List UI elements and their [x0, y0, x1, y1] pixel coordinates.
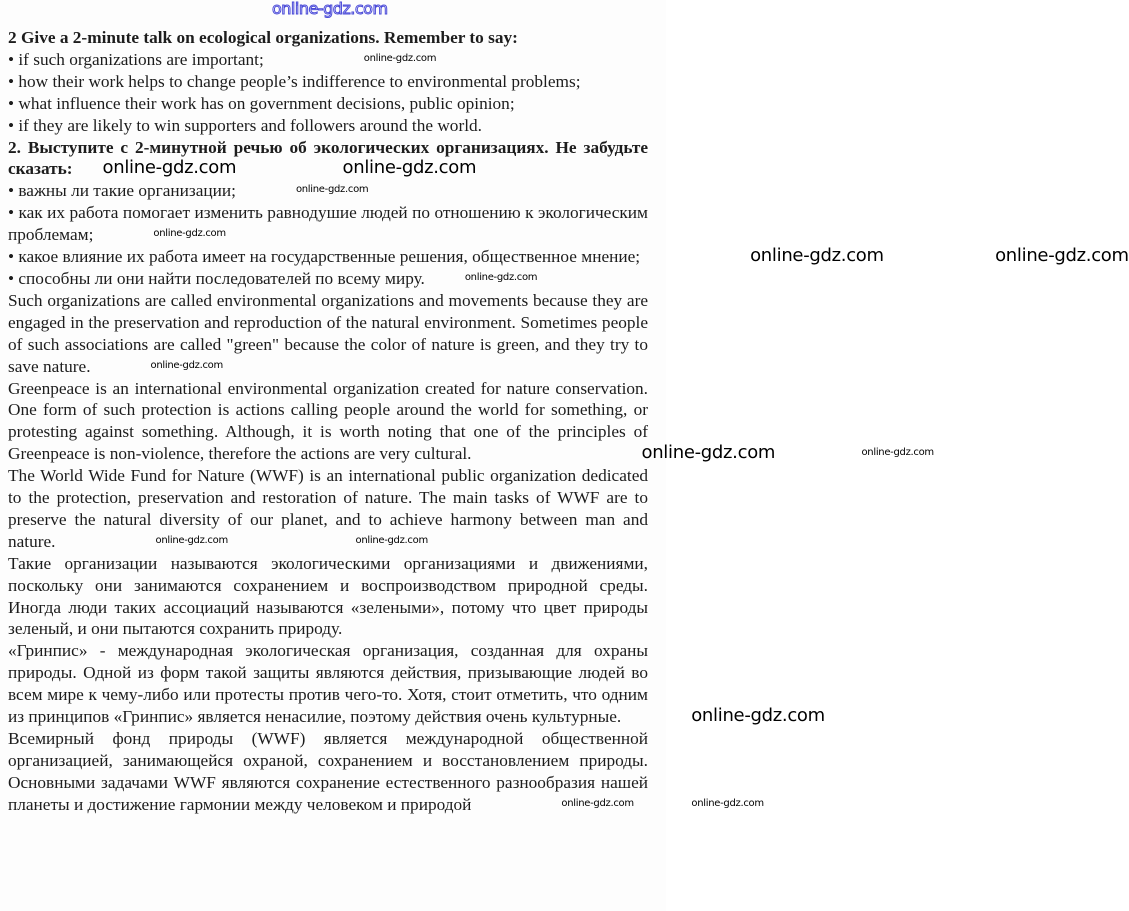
answer-paragraph-text: Такие организации называются экологическими организациями и движениями, поскольку они занимаются сохранением и воспроизводством природной среды. Иногда люди таких ассоциаций называются «зелеными», потому что цвет природы зеленый, и они пытаются сохранить природу. — [8, 553, 648, 639]
task-title-en-text: 2 Give a 2-minute talk on ecological organizations. Remember to say: — [8, 28, 518, 47]
watermark: online-gdz.com — [464, 271, 538, 283]
task-bullet — [8, 49, 648, 71]
watermark: online-gdz.com — [363, 52, 437, 64]
answer-paragraph-text: «Гринпис» - международная экологическая организация, созданная для охраны природы. Одной из форм такой защиты являются действия, призывающие людей во всем мире к чему-либо или протесты против чего-то. Хотя, стоит отметить, что одним из принципов «Гринпис» является ненасилие, поэтому действия очень культурные. — [8, 641, 648, 727]
task-bullet-text: • способны ли они найти последователей по всему миру. — [8, 268, 425, 288]
task-bullet-text: • if they are likely to win supporters and followers around the world. — [8, 115, 482, 135]
answer-paragraph-text: Всемирный фонд природы (WWF) является международной общественной организацией, занимающейся охраной, сохранением и восстановлением природы. Основными задачами WWF являются сохранение естественного разнообразия нашей планеты и достижение гармонии между человеком и природой — [8, 729, 648, 814]
task-bullet — [8, 71, 648, 93]
document-text — [8, 27, 1129, 816]
watermark: online-gdz.com — [295, 184, 369, 196]
watermark: online-gdz.com — [861, 447, 934, 459]
watermark: online-gdz.com — [691, 705, 825, 727]
task-title-ru — [8, 137, 648, 181]
answer-paragraph — [8, 465, 648, 553]
answer-paragraph — [8, 640, 825, 728]
watermark: online-gdz.com — [102, 157, 237, 179]
watermark: online-gdz.com — [691, 797, 764, 809]
task-bullet-text: • how their work helps to change people’s indifference to environmental problems; — [8, 71, 581, 91]
task-bullet — [8, 202, 648, 246]
answer-paragraph — [8, 553, 648, 641]
task-bullet — [8, 245, 1129, 268]
task-bullet — [8, 115, 648, 137]
watermark: online-gdz.com — [561, 797, 634, 809]
task-bullet-text: • if such organizations are important; — [8, 49, 264, 69]
task-title-en — [8, 27, 648, 49]
answer-paragraph — [8, 290, 648, 378]
task-bullet — [8, 268, 648, 290]
watermark: online-gdz.com — [153, 228, 226, 240]
task-bullet-text: • какое влияние их работа имеет на государственные решения, общественное мнение; — [8, 247, 641, 267]
watermark: online-gdz.com — [155, 534, 228, 546]
watermark-top: online-gdz.com — [272, 0, 388, 18]
answer-paragraph-text: Greenpeace is an international environmental organization created for nature conservation. One form of such protection is actions calling people around the world for something, or protesting against something. Although, it is worth noting that one of the principles of Greenpeace is non-violence, therefore the actions are very cultural. — [8, 378, 648, 464]
task-bullet-text: • как их работа помогает изменить равнодушие людей по отношению к экологическим проблемам; — [8, 203, 648, 245]
watermark: online-gdz.com — [355, 534, 428, 546]
task-bullet — [8, 180, 648, 202]
task-bullet-text: • важны ли такие организации; — [8, 181, 236, 201]
watermark: online-gdz.com — [750, 245, 884, 267]
watermark: online-gdz.com — [641, 442, 776, 464]
answer-paragraph-text: The World Wide Fund for Nature (WWF) is an international public organization dedicated to the protection, preservation and restoration of nature. The main tasks of WWF are to preserve the natural diversity of our planet, and to achieve harmony between man and nature. — [8, 466, 648, 551]
task-bullet — [8, 93, 648, 115]
task-title-ru-text: 2. Выступите с 2-минутной речью об экологических организациях. Не забудьте сказать: — [8, 137, 648, 179]
watermark: online-gdz.com — [150, 359, 223, 371]
answer-paragraph — [8, 728, 764, 816]
answer-paragraph — [8, 378, 934, 466]
watermark: online-gdz.com — [342, 157, 477, 179]
task-bullet-text: • what influence their work has on government decisions, public opinion; — [8, 93, 515, 113]
answer-paragraph-text: Such organizations are called environmental organizations and movements because they are engaged in the preservation and reproduction of the natural environment. Sometimes people of such associations are called "green" because the color of nature is green, and they try to save nature. — [8, 290, 648, 376]
watermark: online-gdz.com — [995, 245, 1129, 267]
